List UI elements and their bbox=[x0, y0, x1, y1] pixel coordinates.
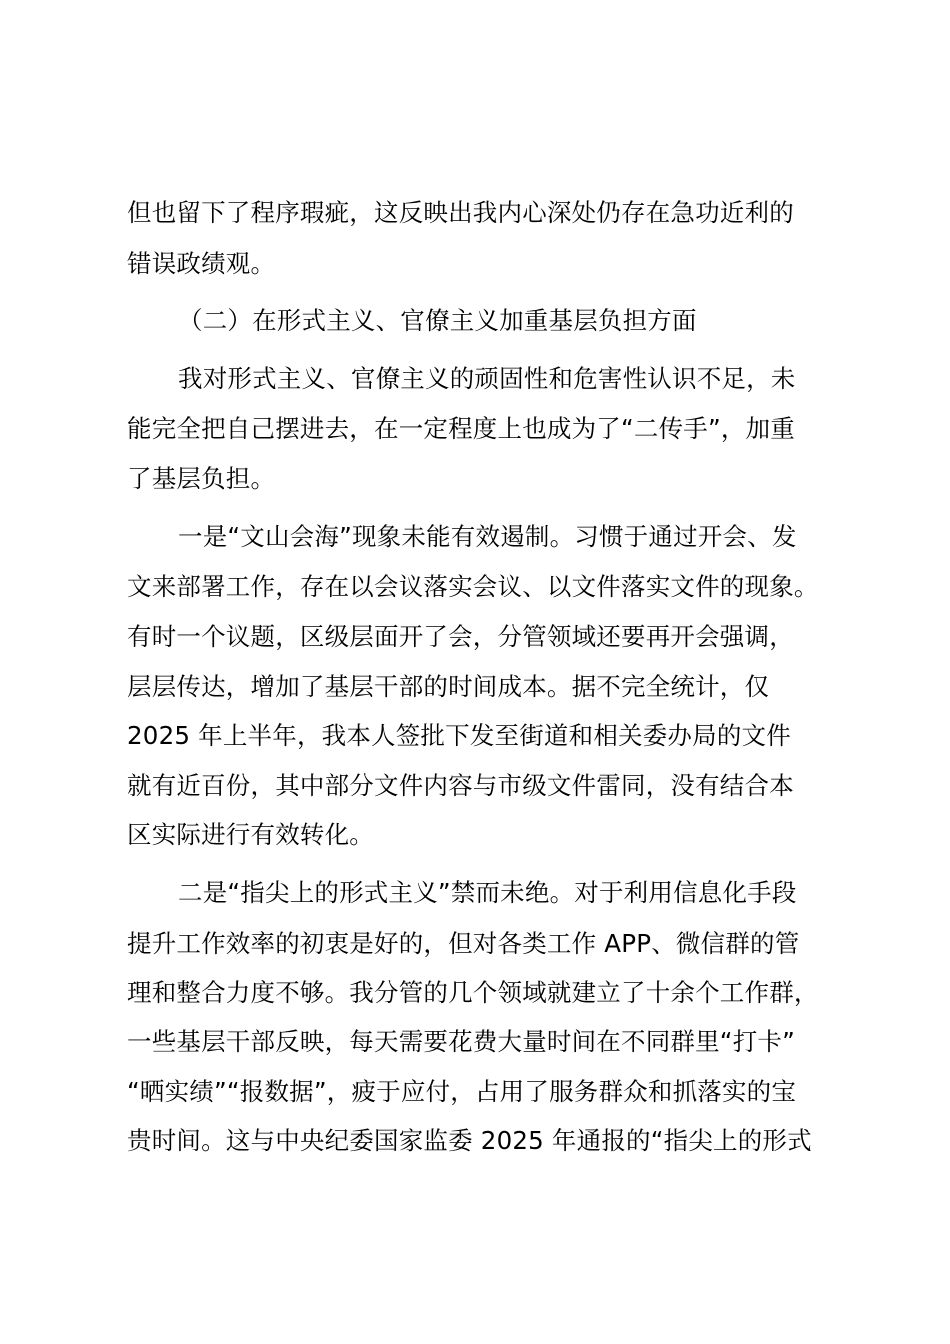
paragraph-line: 理和整合力度不够。我分管的几个领域就建立了十余个工作群， bbox=[127, 978, 819, 1007]
paragraph-line: 提升工作效率的初衷是好的，但对各类工作 APP、微信群的管 bbox=[127, 929, 800, 958]
paragraph-line: 有时一个议题，区级层面开了会，分管领域还要再开会强调， bbox=[127, 622, 794, 651]
paragraph-line: “晒实绩”“报数据”，疲于应付，占用了服务群众和抓落实的宝 bbox=[127, 1077, 797, 1106]
paragraph-line: 就有近百份，其中部分文件内容与市级文件雷同，没有结合本 bbox=[127, 771, 794, 800]
paragraph-line: 文来部署工作，存在以会议落实会议、以文件落实文件的现象。 bbox=[127, 572, 819, 601]
paragraph-line: 一是“文山会海”现象未能有效遏制。习惯于通过开会、发 bbox=[178, 522, 797, 551]
paragraph-line: 错误政绩观。 bbox=[127, 249, 276, 278]
paragraph-line: 了基层负担。 bbox=[127, 464, 276, 493]
paragraph-line: 层层传达，增加了基层干部的时间成本。据不完全统计，仅 bbox=[127, 672, 770, 701]
paragraph-line: 一些基层干部反映，每天需要花费大量时间在不同群里“打卡” bbox=[127, 1027, 795, 1056]
paragraph-line: 二是“指尖上的形式主义”禁而未绝。对于利用信息化手段 bbox=[178, 878, 797, 907]
paragraph-line: 区实际进行有效转化。 bbox=[127, 820, 374, 849]
paragraph-line: 贵时间。这与中央纪委国家监委 2025 年通报的“指尖上的形式 bbox=[127, 1126, 812, 1155]
paragraph-line: 但也留下了程序瑕疵，这反映出我内心深处仍存在急功近利的 bbox=[127, 198, 794, 227]
section-heading: （二）在形式主义、官僚主义加重基层负担方面 bbox=[178, 306, 697, 335]
paragraph-line: 我对形式主义、官僚主义的顽固性和危害性认识不足，未 bbox=[178, 364, 796, 393]
paragraph-line: 能完全把自己摆进去，在一定程度上也成为了“二传手”，加重 bbox=[127, 414, 795, 443]
paragraph-line: 2025 年上半年，我本人签批下发至街道和相关委办局的文件 bbox=[127, 721, 791, 750]
